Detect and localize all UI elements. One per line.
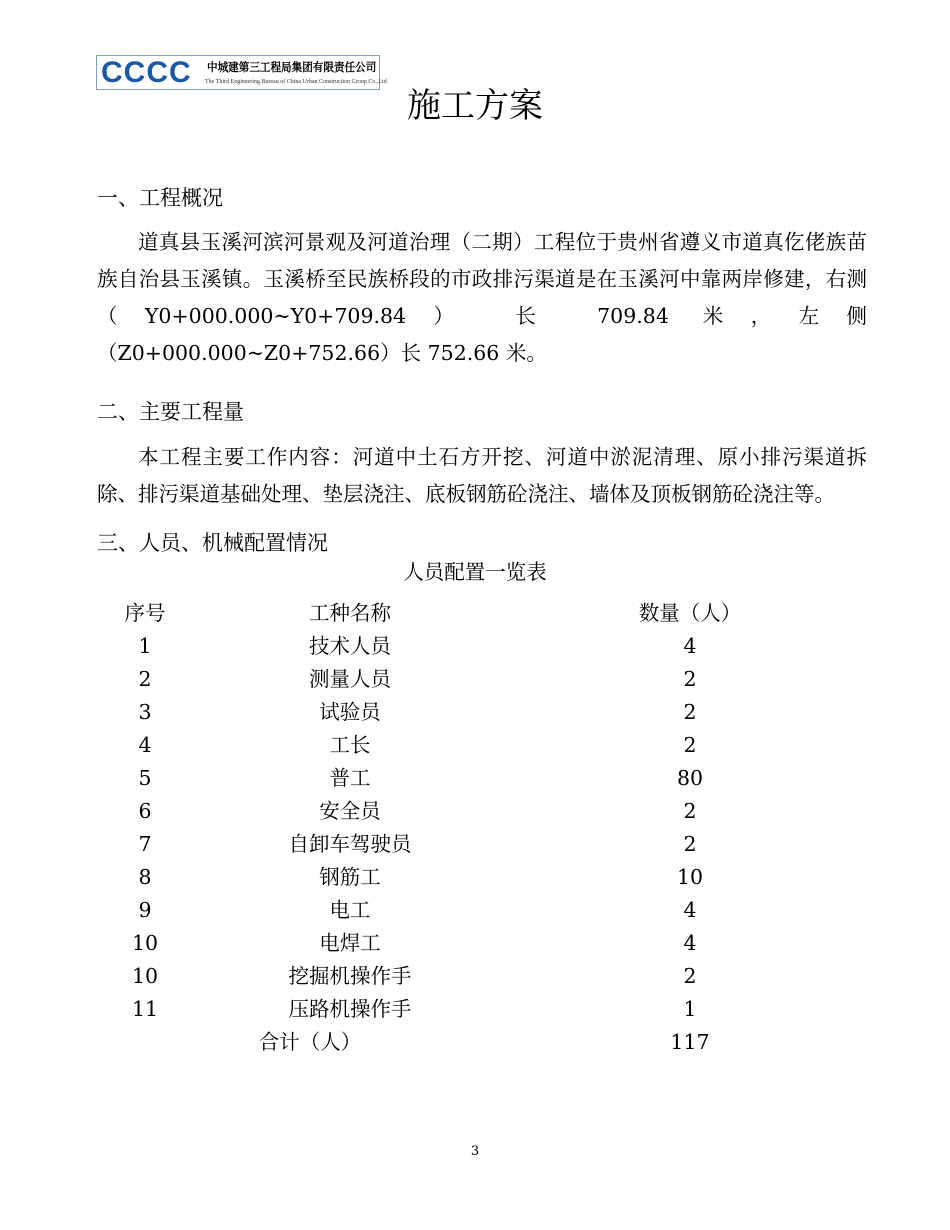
table-row: [0, 894, 950, 927]
row-job-title: 普工: [329, 766, 371, 790]
header-quantity: 数量（人）: [638, 601, 742, 625]
table-row: [0, 927, 950, 960]
row-job-title: 电工: [329, 898, 371, 922]
row-index: 9: [138, 898, 152, 922]
row-index: 2: [138, 667, 152, 691]
row-index: 5: [138, 766, 152, 790]
section-body-quantities: 本工程主要工作内容：河道中土石方开挖、河道中淤泥清理、原小排污渠道拆除、排污渠道基础处理、垫层浇注、底板钢筋砼浇注、墙体及顶板钢筋砼浇注等。: [97, 445, 867, 506]
section-heading-staffing: 三、人员、机械配置情况: [97, 531, 328, 555]
row-quantity: 4: [683, 898, 697, 922]
row-index: 8: [138, 865, 152, 889]
table-row: [0, 795, 950, 828]
row-index: 10: [131, 931, 159, 955]
table-row: [0, 828, 950, 861]
total-label: 合计（人）: [258, 1030, 362, 1054]
row-index: 1: [138, 634, 152, 658]
page-number: 3: [470, 1144, 480, 1159]
row-quantity: 2: [683, 832, 697, 856]
row-index: 4: [138, 733, 152, 757]
table-row: [0, 729, 950, 762]
row-job-title: 电焊工: [319, 931, 381, 955]
row-index: 10: [131, 964, 159, 988]
row-quantity: 10: [676, 865, 704, 889]
row-job-title: 挖掘机操作手: [288, 964, 412, 988]
row-quantity: 80: [676, 766, 704, 790]
row-quantity: 2: [683, 733, 697, 757]
table-row: [0, 861, 950, 894]
logo-company-name-en: The Third Engineering Bureau of China Urban Construction Group Co.,Ltd: [205, 79, 387, 85]
row-job-title: 测量人员: [309, 667, 391, 691]
row-job-title: 钢筋工: [319, 865, 381, 889]
table-row: [0, 696, 950, 729]
row-job-title: 试验员: [319, 700, 381, 724]
row-index: 11: [131, 997, 159, 1021]
row-quantity: 2: [683, 700, 697, 724]
row-quantity: 4: [683, 634, 697, 658]
logo-company-name-cn: 中城建第三工程局集团有限责任公司: [207, 60, 377, 74]
table-caption: 人员配置一览表: [403, 560, 547, 584]
table-row: [0, 993, 950, 1026]
section-heading-quantities: 二、主要工程量: [97, 400, 244, 424]
row-job-title: 压路机操作手: [288, 997, 412, 1021]
document-title: 施工方案: [407, 86, 543, 126]
table-row: [0, 630, 950, 663]
table-header-row: [0, 597, 950, 630]
section-heading-overview: 一、工程概况: [97, 186, 223, 210]
table-row: [0, 960, 950, 993]
logo-mark: CCCC: [101, 56, 192, 89]
row-quantity: 2: [683, 799, 697, 823]
row-index: 7: [138, 832, 152, 856]
header-index: 序号: [124, 601, 166, 625]
row-job-title: 技术人员: [309, 634, 391, 658]
row-job-title: 安全员: [319, 799, 381, 823]
row-quantity: 2: [683, 667, 697, 691]
section-body-overview: 道真县玉溪河滨河景观及河道治理（二期）工程位于贵州省遵义市道真仡佬族苗族自治县玉溪镇。玉溪桥至民族桥段的市政排污渠道是在玉溪河中靠两岸修建，右测（Y0+000.000~Y0+709.84） 长 709.84 米，左侧（Z0+000.000~Z0+752.66）长 752.66 米。: [97, 230, 867, 365]
row-quantity: 2: [683, 964, 697, 988]
table-total-row: [0, 1026, 950, 1059]
row-quantity: 4: [683, 931, 697, 955]
row-job-title: 自卸车驾驶员: [288, 832, 412, 856]
table-row: [0, 663, 950, 696]
header-job-title: 工种名称: [309, 601, 391, 625]
row-quantity: 1: [683, 997, 697, 1021]
row-index: 3: [138, 700, 152, 724]
total-value: 117: [670, 1030, 710, 1054]
table-row: [0, 762, 950, 795]
row-job-title: 工长: [329, 733, 371, 757]
row-index: 6: [138, 799, 152, 823]
